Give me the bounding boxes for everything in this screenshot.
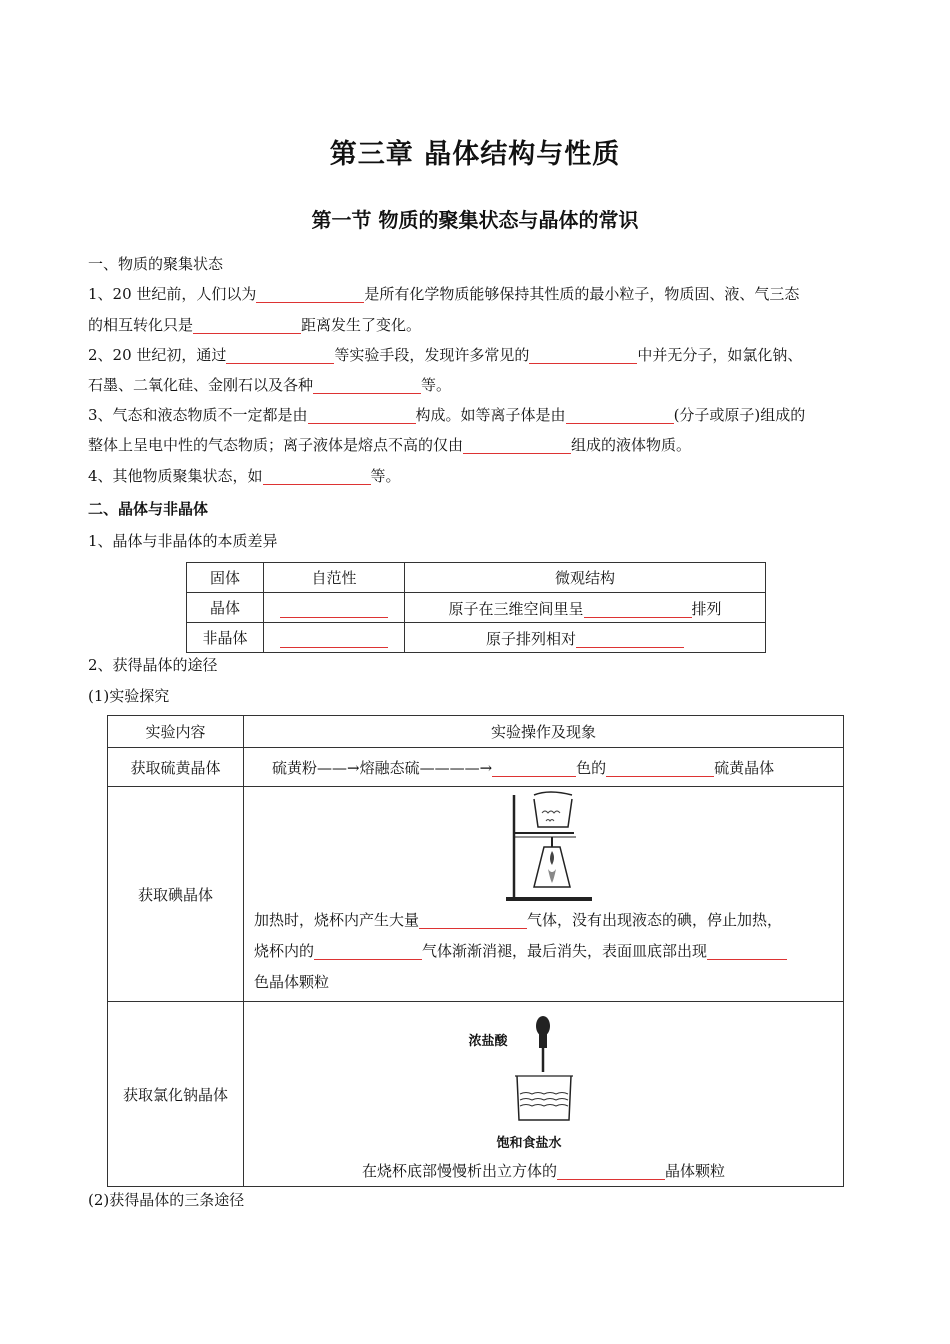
nacl-apparatus-figure [469, 1014, 619, 1156]
row-crystal-blank-cell [264, 593, 405, 623]
section-1-heading: 一、物质的聚集状态 [88, 255, 224, 273]
table-row [187, 623, 766, 653]
subsection-2-heading: 2、获得晶体的途径 [88, 656, 218, 674]
subsection-three-ways-heading: (2)获得晶体的三条途径 [88, 1191, 245, 1209]
chapter-title: 第三章 晶体结构与性质 [329, 139, 621, 170]
iodine-line-2: 烧杯内的 气体渐渐消褪，最后消失，表面皿底部出现 [254, 936, 843, 967]
iodine-sublimation-apparatus-figure [504, 787, 594, 905]
answer-blank[interactable] [193, 313, 301, 334]
row-noncrystal-structure: 原子排列相对 [405, 623, 766, 653]
iodine-line-3: 色晶体颗粒 [254, 973, 330, 991]
table-header-row [187, 563, 766, 593]
row-crystal-label: 晶体 [187, 593, 264, 623]
row-nacl-label: 获取氯化钠晶体 [108, 1002, 244, 1187]
answer-blank[interactable] [308, 403, 416, 424]
row-nacl-content [244, 1002, 844, 1187]
row-sulfur-content: 硫黄粉——→熔融态硫————→ 色的 硫黄晶体 [244, 748, 844, 787]
table-row [108, 1002, 844, 1187]
row-crystal-structure: 原子在三维空间里呈 排列 [405, 593, 766, 623]
iodine-line-1: 加热时，烧杯内产生大量 气体，没有出现液态的碘，停止加热， [254, 905, 843, 936]
experiment-table [107, 715, 844, 1187]
answer-blank[interactable] [263, 464, 371, 485]
section-2-heading: 二、晶体与非晶体 [88, 500, 209, 518]
label-conc-hcl: 浓盐酸 [468, 1034, 508, 1049]
answer-blank[interactable] [606, 756, 714, 777]
answer-blank[interactable] [313, 373, 421, 394]
row-noncrystal-blank-cell [264, 623, 405, 653]
answer-blank[interactable] [314, 939, 422, 960]
answer-blank[interactable] [529, 343, 637, 364]
crystal-comparison-table [186, 562, 766, 653]
answer-blank[interactable] [566, 403, 674, 424]
answer-blank[interactable] [419, 908, 527, 929]
answer-blank[interactable] [463, 433, 571, 454]
header-operation-phenomenon: 实验操作及现象 [244, 716, 844, 748]
section-title: 第一节 物质的聚集状态与晶体的常识 [311, 208, 639, 232]
paragraph-4: 4、其他物质聚集状态，如 等。 [88, 461, 868, 492]
answer-blank[interactable] [707, 939, 787, 960]
answer-blank[interactable] [280, 627, 388, 648]
row-iodine-content [244, 787, 844, 1002]
beaker-dropper-drawing [469, 1014, 619, 1130]
subsection-experiment-heading: (1)实验探究 [88, 687, 170, 705]
row-iodine-label: 获取碘晶体 [108, 787, 244, 1002]
answer-blank[interactable] [226, 343, 334, 364]
header-experiment-content: 实验内容 [108, 716, 244, 748]
table-row [108, 748, 844, 787]
paragraph-1-line-2: 的相互转化只是 距离发生了变化。 [88, 310, 868, 341]
header-solid: 固体 [187, 563, 264, 593]
answer-blank[interactable] [557, 1159, 665, 1180]
paragraph-1-line-1: 1、20 世纪前，人们以为 是所有化学物质能够保持其性质的最小粒子，物质固、液、气三态 [88, 279, 868, 310]
header-self-shaping: 自范性 [264, 563, 405, 593]
label-saturated-brine: 饱和食盐水 [496, 1136, 562, 1151]
header-micro-structure: 微观结构 [405, 563, 766, 593]
answer-blank[interactable] [256, 282, 364, 303]
row-sulfur-label: 获取硫黄晶体 [108, 748, 244, 787]
table-header-row [108, 716, 844, 748]
answer-blank[interactable] [576, 627, 684, 648]
paragraph-2-line-2: 石墨、二氧化硅、金刚石以及各种 等。 [88, 370, 868, 401]
table-row [187, 593, 766, 623]
answer-blank[interactable] [280, 597, 388, 618]
nacl-line: 在烧杯底部慢慢析出立方体的 晶体颗粒 [244, 1156, 843, 1186]
paragraph-3-line-2: 整体上呈电中性的气态物质；离子液体是熔点不高的仅由 组成的液体物质。 [88, 430, 868, 461]
paragraph-2-line-1: 2、20 世纪初，通过 等实验手段，发现许多常见的 中并无分子，如氯化钠、 [88, 340, 868, 371]
row-noncrystal-label: 非晶体 [187, 623, 264, 653]
subsection-1-heading: 1、晶体与非晶体的本质差异 [88, 532, 278, 550]
answer-blank[interactable] [492, 756, 576, 777]
answer-blank[interactable] [584, 597, 692, 618]
paragraph-3-line-1: 3、气态和液态物质不一定都是由 构成。如等离子体是由 (分子或原子)组成的 [88, 400, 868, 431]
table-row [108, 787, 844, 1002]
